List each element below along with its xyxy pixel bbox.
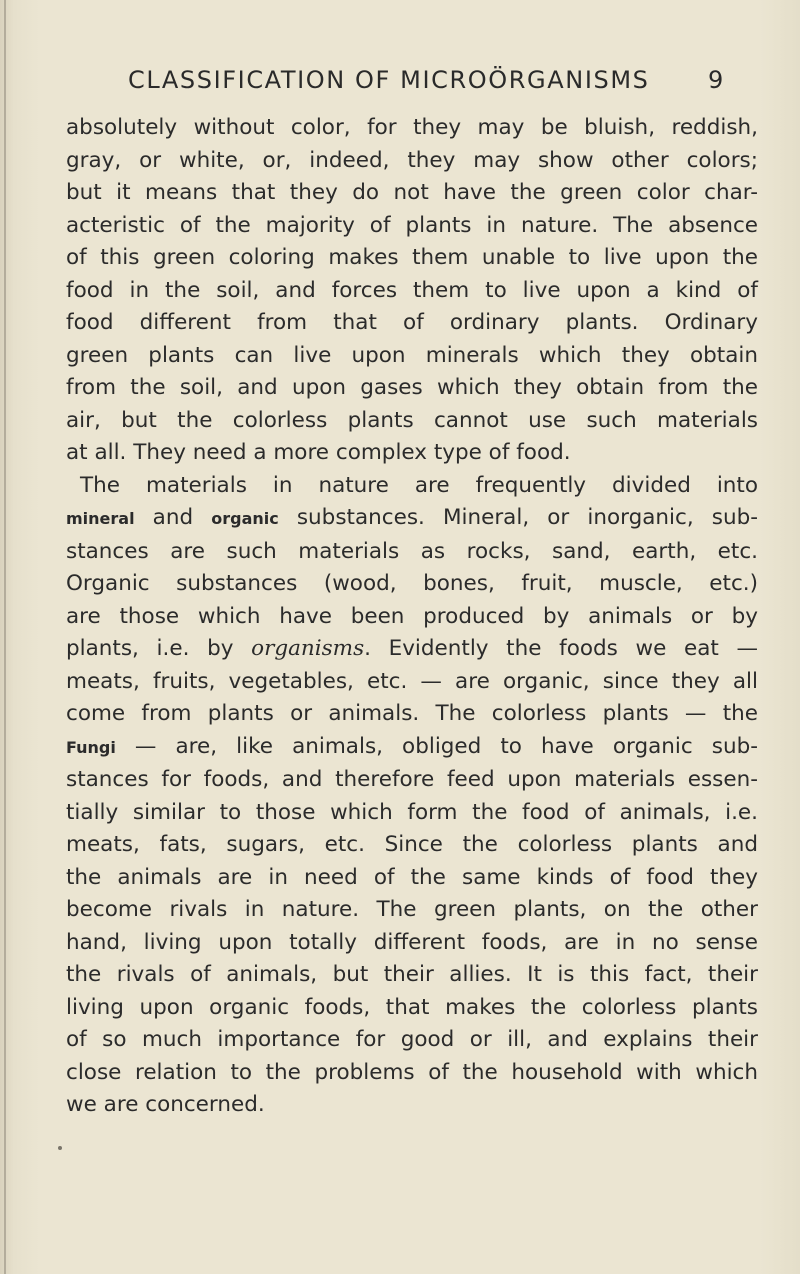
- text-line: close relation to the problems of the household with which: [66, 1059, 758, 1085]
- text-line: become rivals in nature. The green plants, on the other: [66, 897, 758, 922]
- page-number: 9: [708, 66, 724, 94]
- text-line: of so much importance for good or ill, and explains their: [66, 1027, 758, 1052]
- text-line: meats, fats, sugars, etc. Since the colorless plants and: [66, 832, 758, 857]
- running-title: CLASSIFICATION OF MICROÖRGANISMS: [128, 66, 650, 94]
- text-line: food different from that of ordinary plants. Ordinary: [66, 310, 758, 335]
- text-fragment: — are, like animals, obliged to have organic sub-: [115, 733, 758, 759]
- text-line: [66, 502, 758, 536]
- text-line: acteristic of the majority of plants in nature. The absence: [66, 212, 758, 238]
- text-line: living upon organic foods, that makes the colorless plants: [66, 994, 758, 1020]
- text-line: gray, or white, or, indeed, they may show other colors;: [66, 147, 758, 173]
- page-header: [0, 66, 800, 102]
- text-line: [66, 633, 758, 666]
- text-line: meats, fruits, vegetables, etc. — are organic, since they all: [66, 668, 758, 694]
- text-line: stances are such materials as rocks, sand, earth, etc.: [66, 538, 758, 564]
- text-line: [66, 731, 758, 765]
- term-organic: organic: [211, 509, 279, 528]
- text-line: we are concerned.: [66, 1092, 265, 1117]
- text-line: from the soil, and upon gases which they obtain from the: [66, 375, 758, 400]
- text-line: Organic substances (wood, bones, fruit, muscle, etc.): [66, 571, 758, 596]
- text-fragment: substances. Mineral, or inorganic, sub-: [278, 505, 758, 530]
- text-line: of this green coloring makes them unable to live upon the: [66, 245, 758, 270]
- text-line: stances for foods, and therefore feed upon materials essen-: [66, 767, 758, 792]
- text-line: absolutely without color, for they may be bluish, reddish,: [66, 115, 758, 140]
- text-line: the rivals of animals, but their allies. It is this fact, their: [66, 962, 758, 987]
- text-line: air, but the colorless plants cannot use such materials: [66, 407, 758, 433]
- text-line: tially similar to those which form the food of animals, i.e.: [66, 799, 758, 825]
- text-fragment: and: [134, 505, 212, 530]
- term-organisms: organisms: [251, 636, 365, 661]
- text-line: hand, living upon totally different foods, are in no sense: [66, 929, 758, 955]
- text-line: green plants can live upon minerals which they obtain: [66, 342, 758, 368]
- text-line: food in the soil, and forces them to live upon a kind of: [66, 277, 758, 303]
- term-mineral: mineral: [66, 509, 135, 528]
- term-fungi: Fungi: [66, 737, 116, 757]
- page-gutter-edge: [4, 0, 6, 1274]
- text-line: are those which have been produced by animals or by: [66, 603, 758, 629]
- text-fragment: plants, i.e. by: [66, 636, 252, 661]
- body-text: [66, 112, 758, 1122]
- ink-speck: [58, 1146, 62, 1150]
- text-fragment: . Evidently the foods we eat —: [364, 636, 758, 661]
- text-line: come from plants or animals. The colorless plants — the: [66, 701, 758, 726]
- text-line: at all. They need a more complex type of food.: [66, 440, 571, 465]
- paragraph-start-line: The materials in nature are frequently divided into: [80, 472, 758, 498]
- text-line: but it means that they do not have the green color char-: [66, 180, 758, 205]
- text-line: the animals are in need of the same kinds of food they: [66, 864, 758, 890]
